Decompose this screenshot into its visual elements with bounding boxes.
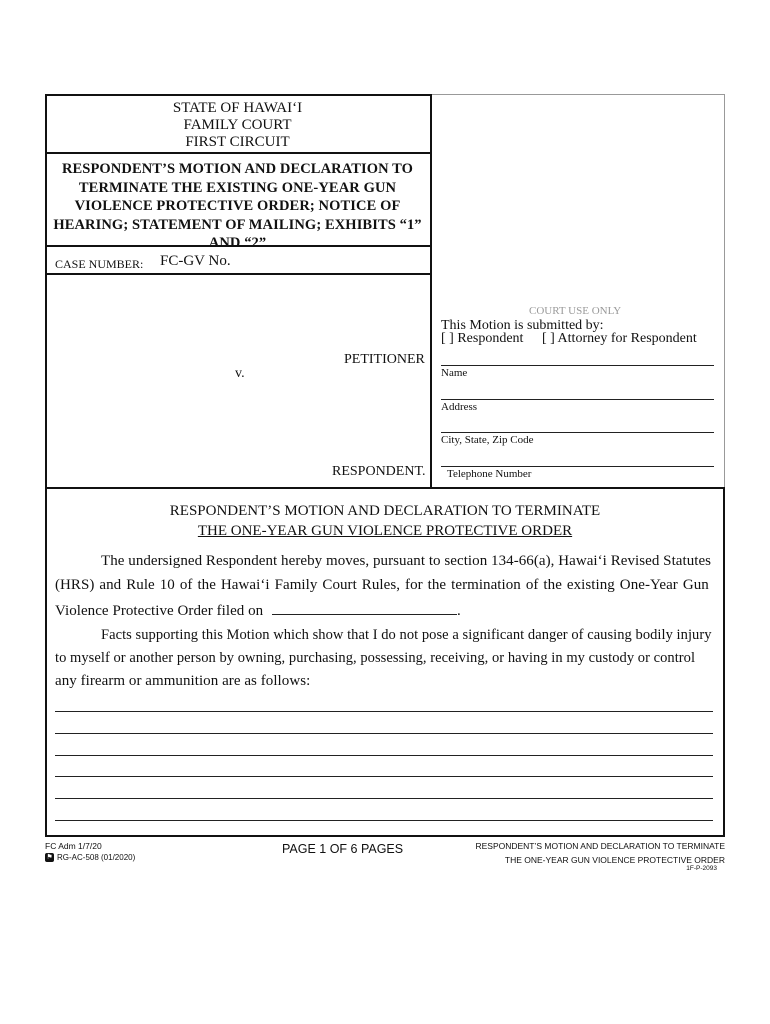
court-name: FAMILY COURT: [183, 117, 292, 133]
body-heading-line2: THE ONE-YEAR GUN VIOLENCE PROTECTIVE ORDER: [197, 523, 573, 539]
filed-on-date-field[interactable]: [272, 614, 457, 615]
respondent-label: RESPONDENT.: [332, 464, 426, 479]
para1-line3-start: Violence Protective Order filed on: [55, 603, 264, 619]
versus-text: v.: [235, 366, 245, 381]
option-respondent[interactable]: [ ] Respondent: [441, 331, 524, 346]
footer-page-number: PAGE 1 OF 6 PAGES: [282, 842, 404, 856]
para1-line1: The undersigned Respondent hereby moves, pursuant to section 134-66(a), Hawai‘i Revised Statutes: [101, 553, 712, 569]
case-number-value[interactable]: FC-GV No.: [160, 253, 231, 269]
footer-rg-code: RG-AC-508 (01/2020): [57, 853, 136, 862]
body-heading-line1: RESPONDENT’S MOTION AND DECLARATION TO TERMINATE: [169, 503, 601, 519]
facts-line[interactable]: [55, 798, 713, 799]
option-attorney[interactable]: [ ] Attorney for Respondent: [542, 331, 697, 346]
para1-line2: (HRS) and Rule 10 of the Hawai‘i Family Court Rules, for the termination of the existing One-Year Gun: [55, 577, 709, 593]
facts-line[interactable]: [55, 733, 713, 734]
frame-bottom: [45, 835, 725, 837]
sep-above-body: [45, 487, 725, 489]
case-number-label: CASE NUMBER:: [55, 257, 144, 271]
facts-line[interactable]: [55, 755, 713, 756]
footer-form-code: FC Adm 1/7/20: [45, 841, 102, 851]
phone-label: Telephone Number: [447, 468, 532, 480]
address-field[interactable]: [441, 399, 714, 400]
facts-line[interactable]: [55, 711, 713, 712]
address-label: Address: [441, 401, 478, 413]
sep-under-circuit: [45, 152, 431, 154]
para2-line2: to myself or another person by owning, purchasing, possessing, receiving, or having in my custody or control: [55, 650, 696, 666]
state-name: STATE OF HAWAI‘I: [172, 100, 303, 116]
court-use-label: COURT USE ONLY: [529, 305, 622, 317]
petitioner-label: PETITIONER: [344, 352, 425, 367]
submitted-by-text: This Motion is submitted by:: [441, 318, 604, 333]
frame-top-left: [45, 94, 431, 96]
footer-title-line2: THE ONE-YEAR GUN VIOLENCE PROTECTIVE ORDER: [504, 855, 725, 865]
city-label: City, State, Zip Code: [441, 434, 534, 446]
city-field[interactable]: [441, 432, 714, 433]
frame-right-upper: [724, 94, 725, 488]
sep-under-case: [45, 273, 431, 275]
form-title: RESPONDENT’S MOTION AND DECLARATION TO TERMINATE THE EXISTING ONE-YEAR GUN VIOLENCE PROTECTIVE ORDER; NOTICE OF HEARING; STATEMENT OF MAILING; EXHIBITS “1” AND “2”: [53, 161, 422, 251]
facts-line[interactable]: [55, 776, 713, 777]
facts-line[interactable]: [55, 820, 713, 821]
name-label: Name: [441, 367, 468, 379]
para2-line1: Facts supporting this Motion which show that I do not pose a significant danger of causing bodily injury: [101, 627, 712, 643]
footer-title-line1: RESPONDENT’S MOTION AND DECLARATION TO TERMINATE: [475, 841, 725, 851]
accessibility-icon: ⚑: [46, 854, 53, 861]
circuit-name: FIRST CIRCUIT: [185, 134, 290, 150]
para2-line3: any firearm or ammunition are as follows:: [55, 673, 311, 689]
frame-left: [45, 94, 47, 837]
name-field[interactable]: [441, 365, 714, 366]
footer-form-number: 1F-P-2093: [686, 865, 717, 872]
frame-top-right: [431, 94, 725, 95]
footer-rg-row: [45, 853, 135, 862]
para1-line3-end: .: [457, 603, 461, 619]
phone-field[interactable]: [441, 466, 714, 467]
